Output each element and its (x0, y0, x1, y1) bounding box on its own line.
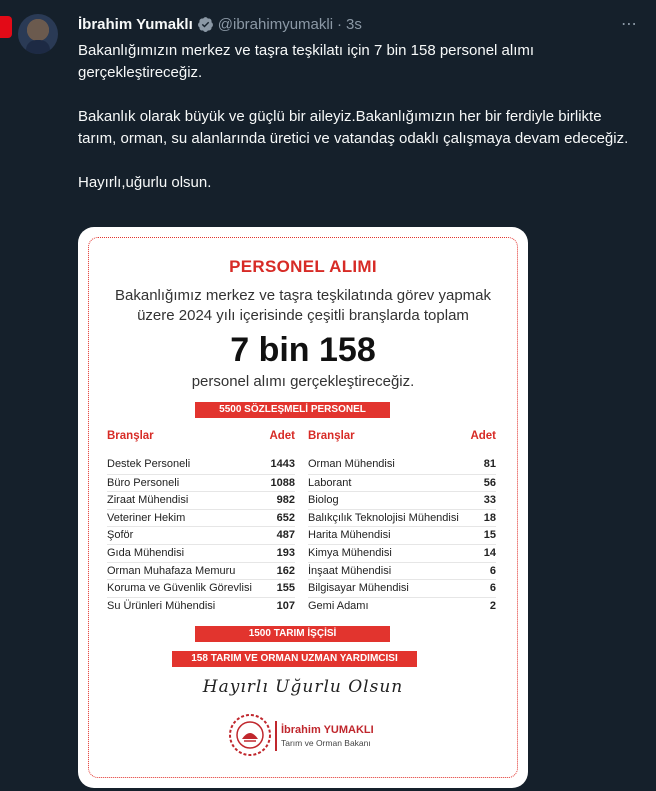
experts-pill: 158 TARIM VE ORMAN UZMAN YARDIMCISI (172, 651, 417, 667)
logo-text (281, 724, 374, 748)
branch-count: 2 (489, 599, 496, 612)
branch-name: Şoför (107, 529, 134, 542)
branch-name: Su Ürünleri Mühendisi (107, 599, 216, 612)
branch-count: 15 (483, 529, 496, 542)
tweet-paragraph: Bakanlık olarak büyük ve güçlü bir aileyiz.Bakanlığımızın her bir ferdiyle birlikte tarım, orman, su alanlarında üretici ve vatandaş odaklı çalışmaya devam edeceğiz. (78, 108, 629, 147)
attached-image[interactable] (78, 227, 528, 788)
table-row (308, 456, 496, 474)
table-row (308, 562, 496, 580)
branch-name: Destek Personeli (107, 458, 191, 470)
branch-name: Biolog (308, 494, 339, 507)
header-count: Adet (269, 430, 295, 442)
timestamp[interactable]: 3s (346, 15, 362, 33)
header-branch: Branşlar (107, 430, 154, 442)
table-row (107, 579, 295, 597)
contract-staff-pill: 5500 SÖZLEŞMELİ PERSONEL (195, 402, 390, 418)
branch-count: 982 (276, 494, 295, 507)
workers-pill: 1500 TARIM İŞÇİSİ (195, 626, 390, 642)
branch-count: 1443 (270, 458, 295, 470)
branch-count: 14 (483, 546, 496, 559)
branch-name: Bilgisayar Mühendisi (308, 582, 409, 595)
table-row (308, 597, 496, 615)
branch-name: Balıkçılık Teknolojisi Mühendisi (308, 511, 459, 524)
branch-name: Ziraat Mühendisi (107, 494, 189, 507)
minister-name: İbrahim YUMAKLI (281, 724, 374, 736)
logo-divider (275, 721, 277, 751)
branch-name: Laborant (308, 476, 352, 489)
table-row (308, 474, 496, 492)
author-name[interactable]: İbrahim Yumaklı (78, 15, 193, 33)
card-intro (78, 286, 528, 326)
branch-count: 652 (276, 511, 295, 524)
author-handle[interactable]: @ibrahimyumakli (217, 15, 334, 33)
branch-count: 107 (276, 599, 295, 612)
table-row (308, 509, 496, 527)
table-row (107, 597, 295, 615)
table-row (308, 579, 496, 597)
table-row (107, 526, 295, 544)
tweet-text (78, 40, 634, 216)
table-header (308, 430, 496, 444)
branch-count: 487 (276, 529, 295, 542)
table-row (107, 544, 295, 562)
branch-count: 56 (483, 476, 496, 489)
branch-name: Koruma ve Güvenlik Görevlisi (107, 582, 252, 595)
table-row (308, 544, 496, 562)
branch-name: Gıda Mühendisi (107, 546, 185, 559)
table-row (107, 509, 295, 527)
table-row (308, 526, 496, 544)
branch-name: Kimya Mühendisi (308, 546, 392, 559)
branch-count: 155 (276, 582, 295, 595)
verified-badge-icon (197, 16, 214, 33)
table-row (107, 562, 295, 580)
card-subline: personel alımı gerçekleştireceğiz. (191, 373, 415, 390)
tweet-paragraph: Bakanlığımızın merkez ve taşra teşkilatı için 7 bin 158 personel alımı gerçekleştireceğiz. (78, 42, 535, 81)
minister-role: Tarım ve Orman Bakanı (281, 738, 371, 748)
branch-name: Büro Personeli (107, 476, 180, 489)
header-branch: Branşlar (308, 430, 355, 442)
tweet-paragraph: Hayırlı,uğurlu olsun. (78, 174, 212, 191)
right-table (308, 430, 496, 614)
avatar[interactable] (18, 14, 58, 54)
left-table (107, 430, 295, 614)
branch-count: 1088 (270, 476, 295, 489)
tweet-header (78, 14, 362, 34)
branch-count: 33 (483, 494, 496, 507)
branch-name: Gemi Adamı (308, 599, 369, 612)
table-row (107, 474, 295, 492)
ministry-logo-icon (228, 713, 272, 757)
separator: · (337, 15, 343, 33)
flag-decoration (0, 16, 12, 38)
intro-line: üzere 2024 yılı içerisinde çeşitli branşlarda toplam (137, 307, 469, 324)
big-number: 7 bin 158 (230, 331, 376, 369)
branch-count: 193 (276, 546, 295, 559)
signature: Hayırlı Uğurlu Olsun (202, 677, 404, 697)
branch-name: Veteriner Hekim (107, 511, 186, 524)
more-options-icon[interactable]: ⋯ (621, 16, 638, 33)
table-row (308, 491, 496, 509)
branch-count: 6 (489, 582, 496, 595)
header-count: Adet (470, 430, 496, 442)
table-row (107, 456, 295, 474)
intro-line: Bakanlığımız merkez ve taşra teşkilatında görev yapmak (115, 287, 491, 304)
branch-count: 6 (489, 564, 496, 577)
branch-name: Harita Mühendisi (308, 529, 391, 542)
branch-count: 162 (276, 564, 295, 577)
branch-name: İnşaat Mühendisi (308, 564, 392, 577)
table-row (107, 491, 295, 509)
card-title: PERSONEL ALIMI (229, 257, 377, 276)
table-header (107, 430, 295, 444)
branch-name: Orman Muhafaza Memuru (107, 564, 236, 577)
branch-count: 18 (483, 511, 496, 524)
branch-name: Orman Mühendisi (308, 458, 395, 470)
branch-count: 81 (483, 458, 496, 470)
